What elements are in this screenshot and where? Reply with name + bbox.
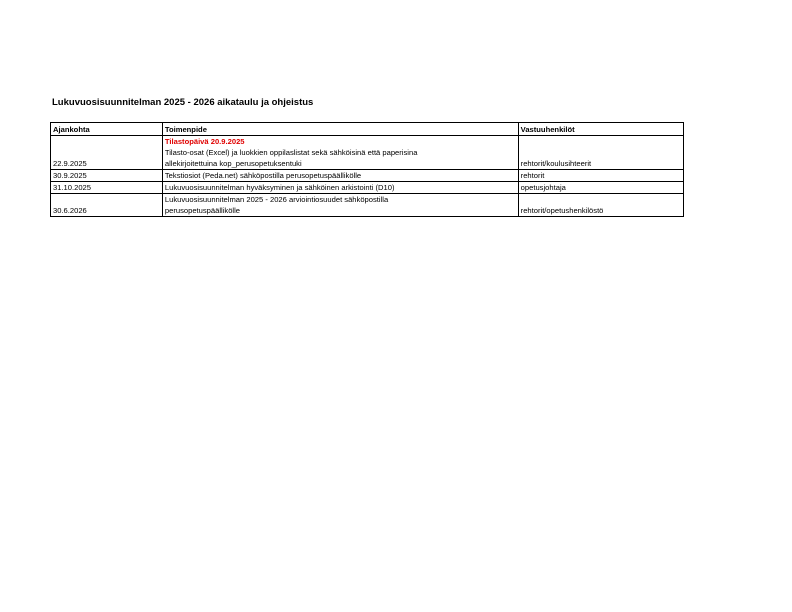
row-action: [162, 170, 518, 182]
table-row: [51, 170, 684, 182]
row-action: [162, 136, 518, 170]
header-vastuuhenkilot: Vastuuhenkilöt: [518, 123, 683, 136]
action-line: Tilasto-osat (Excel) ja luokkien oppilaslistat sekä sähköisinä että paperisina: [164, 148, 418, 157]
document-title: Lukuvuosisuunnitelman 2025 - 2026 aikataulu ja ohjeistus: [52, 97, 314, 108]
schedule-table: [50, 122, 684, 217]
table-row: [51, 136, 684, 170]
action-line: Tekstiosiot (Peda.net) sähköpostilla perusopetuspäällikölle: [164, 171, 362, 180]
row-action: [162, 182, 518, 194]
header-toimenpide: Toimenpide: [162, 123, 518, 136]
row-responsible: rehtorit/opetushenkilöstö: [518, 194, 683, 217]
row-responsible: opetusjohtaja: [518, 182, 683, 194]
row-date: 30.9.2025: [51, 170, 163, 182]
action-line: perusopetuspäällikölle: [164, 206, 241, 215]
row-date: 30.6.2026: [51, 194, 163, 217]
row-action: [162, 194, 518, 217]
table-row: [51, 194, 684, 217]
row-responsible: rehtorit/koulusihteerit: [518, 136, 683, 170]
row-date: 22.9.2025: [51, 136, 163, 170]
table-header-row: [51, 123, 684, 136]
table-row: [51, 182, 684, 194]
header-ajankohta: Ajankohta: [51, 123, 163, 136]
row-responsible: rehtorit: [518, 170, 683, 182]
action-line: allekirjoitettuina kop_perusopetuksentuki: [164, 159, 302, 168]
statistics-day-highlight: Tilastopäivä 20.9.2025: [164, 137, 245, 146]
action-line: Lukuvuosisuunnitelman hyväksyminen ja sähköinen arkistointi (D10): [164, 183, 395, 192]
action-line: Lukuvuosisuunnitelman 2025 - 2026 arviointiosuudet sähköpostilla: [164, 195, 389, 204]
row-date: 31.10.2025: [51, 182, 163, 194]
